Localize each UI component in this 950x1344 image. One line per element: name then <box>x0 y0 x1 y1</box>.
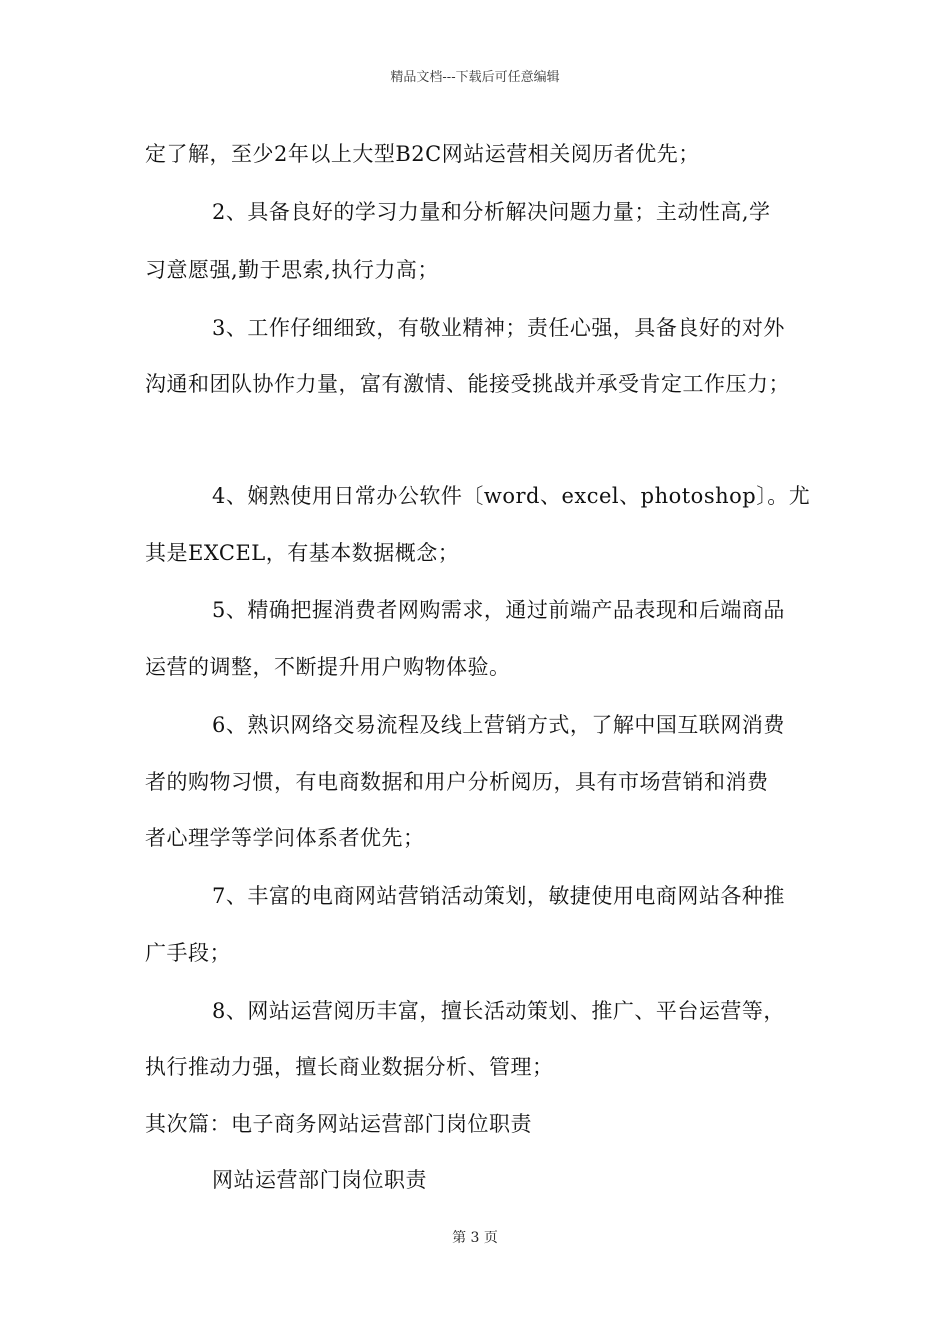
paragraph-line: 广手段； <box>145 941 231 965</box>
paragraph-line: 沟通和团队协作力量，富有激情、能接受挑战并承受肯定工作压力； <box>145 372 790 396</box>
paragraph-line: 6、熟识网络交易流程及线上营销方式，了解中国互联网消费 <box>212 713 785 737</box>
paragraph-line: 其是EXCEL，有基本数据概念； <box>145 541 460 565</box>
paragraph-line: 4、娴熟使用日常办公软件〔word、excel、photoshop〕。尤 <box>212 484 811 508</box>
section-heading: 其次篇：电子商务网站运营部门岗位职责 <box>145 1112 532 1136</box>
paragraph-line: 5、精确把握消费者网购需求，通过前端产品表现和后端商品 <box>212 598 785 622</box>
paragraph-line: 者心理学等学问体系者优先； <box>145 826 425 850</box>
paragraph-line: 习意愿强,勤于思索,执行力高； <box>145 258 439 282</box>
paragraph-line: 8、网站运营阅历丰富，擅长活动策划、推广、平台运营等， <box>212 999 785 1023</box>
paragraph-line: 3、工作仔细细致，有敬业精神；责任心强，具备良好的对外 <box>212 316 785 340</box>
paragraph-line: 者的购物习惯，有电商数据和用户分析阅历，具有市场营销和消费 <box>145 770 769 794</box>
paragraph-line: 7、丰富的电商网站营销活动策划，敏捷使用电商网站各种推 <box>212 884 785 908</box>
page-header: 精品文档---下载后可任意编辑 <box>390 70 560 85</box>
subsection-heading: 网站运营部门岗位职责 <box>212 1168 427 1192</box>
page-number: 第 3 页 <box>452 1230 498 1246</box>
paragraph-line: 执行推动力强，擅长商业数据分析、管理； <box>145 1055 554 1079</box>
paragraph-line: 2、具备良好的学习力量和分析解决问题力量；主动性高,学 <box>212 200 771 224</box>
paragraph-line: 运营的调整，不断提升用户购物体验。 <box>145 655 511 679</box>
paragraph-line: 定了解，至少2年以上大型B2C网站运营相关阅历者优先； <box>145 142 700 166</box>
